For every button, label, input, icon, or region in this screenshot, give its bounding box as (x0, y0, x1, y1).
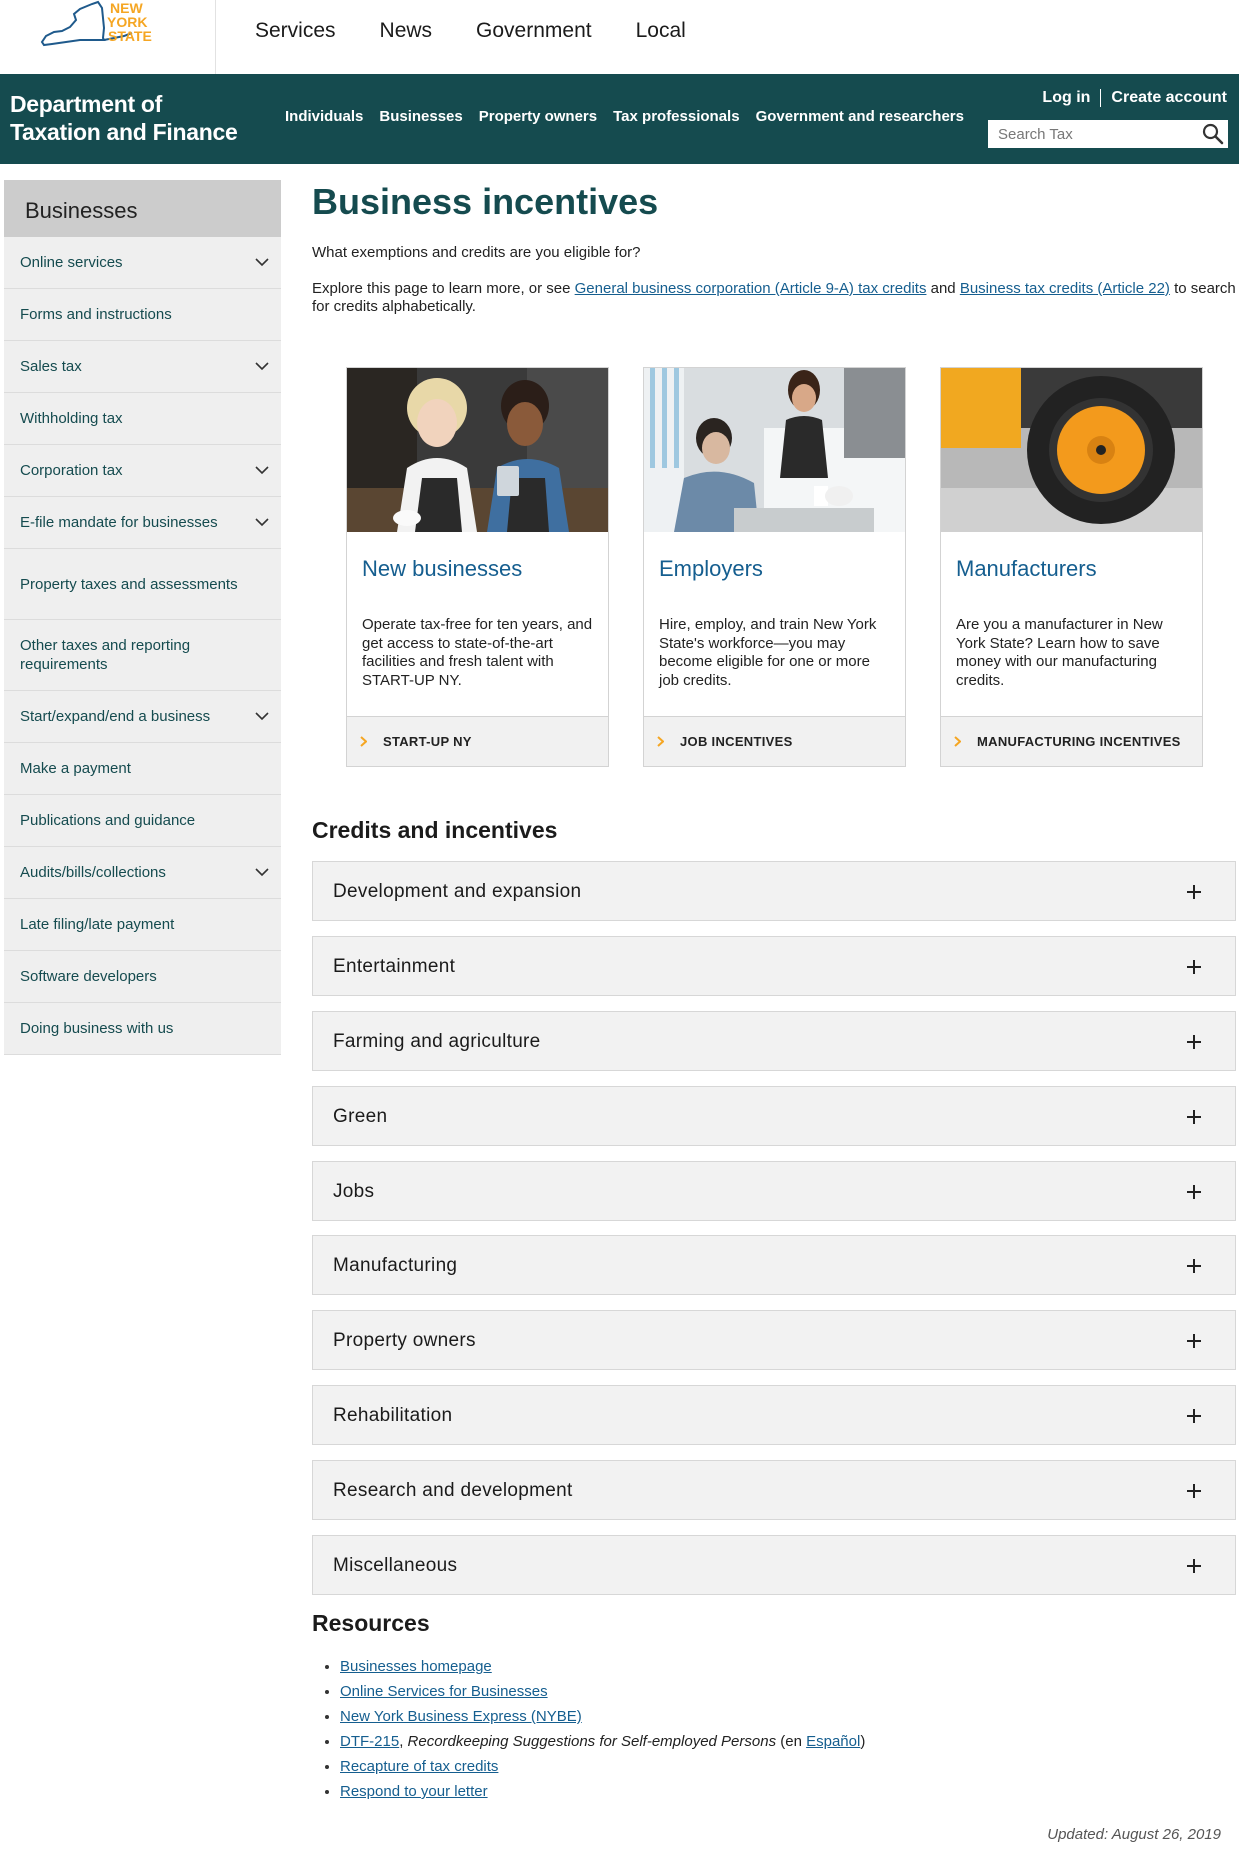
search-icon[interactable] (1202, 123, 1224, 145)
intro-explore (312, 280, 1237, 316)
sidebar-item-label: Sales tax (20, 358, 82, 375)
card-link-label: START-UP NY (383, 734, 472, 749)
nav-government-researchers[interactable]: Government and researchers (755, 108, 964, 125)
accordion-rehabilitation[interactable] (312, 1385, 1236, 1445)
create-account-link[interactable]: Create account (1111, 89, 1227, 106)
sidebar-item-audits[interactable] (4, 847, 281, 899)
logo-text-new: NEW (110, 0, 143, 16)
card-text: Operate tax-free for ten years, and get access to state-of-the-art facilities and fresh talent with START-UP NY. (362, 616, 593, 689)
nav-government[interactable]: Government (476, 19, 592, 42)
plus-icon[interactable] (1187, 885, 1201, 899)
manufacturing-incentives-link[interactable] (941, 716, 1202, 766)
page-title: Business incentives (312, 181, 659, 222)
chevron-down-icon[interactable] (255, 711, 269, 721)
list-item (340, 1679, 865, 1704)
sidebar-item-label: Make a payment (20, 760, 131, 777)
sidebar-item-property-taxes[interactable] (4, 549, 281, 620)
caret-right-icon (657, 736, 664, 747)
card-link-label: JOB INCENTIVES (680, 734, 793, 749)
accordion-jobs[interactable] (312, 1161, 1236, 1221)
sidebar-item-late-filing[interactable] (4, 899, 281, 951)
plus-icon[interactable] (1187, 1334, 1201, 1348)
sidebar-item-withholding-tax[interactable] (4, 393, 281, 445)
header-divider (215, 0, 216, 74)
sidebar-item-label: Corporation tax (20, 462, 123, 479)
accordion-label: Development and expansion (333, 881, 582, 902)
card-employers[interactable] (643, 367, 906, 767)
plus-icon[interactable] (1187, 1185, 1201, 1199)
article-22-link[interactable]: Business tax credits (Article 22) (959, 280, 1170, 297)
resource-text: ) (860, 1733, 866, 1750)
espanol-link[interactable]: Español (806, 1733, 861, 1750)
dept-title-line1: Department of (10, 91, 163, 117)
accordion-label: Research and development (333, 1480, 573, 1501)
nys-logo[interactable] (40, 0, 162, 52)
sidebar-item-label: Other taxes and reporting requirements (20, 637, 191, 673)
resource-text: (en (776, 1733, 807, 1750)
sidebar-item-label: Online services (20, 254, 123, 271)
logo-text-state: STATE (108, 28, 152, 44)
accordion-label: Jobs (333, 1181, 375, 1202)
account-links (1042, 89, 1227, 107)
list-item (340, 1654, 865, 1679)
account-separator (1100, 89, 1101, 107)
publication-title: Recordkeeping Suggestions for Self-employed Persons (407, 1733, 777, 1750)
nav-businesses[interactable]: Businesses (379, 108, 463, 125)
card-image-cafe-service (644, 368, 905, 532)
sidebar-item-label: Property taxes and assessments (20, 575, 238, 593)
resources-heading: Resources (312, 1610, 430, 1636)
explore-text: and (926, 280, 960, 297)
plus-icon[interactable] (1187, 960, 1201, 974)
accordion-label: Green (333, 1106, 388, 1127)
card-text: Hire, employ, and train New York State's workforce—you may become eligible for one or more job credits. (659, 616, 877, 689)
card-image-tractor-wheel (941, 368, 1202, 532)
card-manufacturers[interactable] (940, 367, 1203, 767)
recapture-link[interactable]: Recapture of tax credits (340, 1758, 499, 1775)
chevron-down-icon[interactable] (255, 465, 269, 475)
nys-global-header (0, 0, 1239, 74)
incentive-cards (346, 367, 1214, 767)
online-services-link[interactable]: Online Services for Businesses (340, 1683, 548, 1700)
nav-local[interactable]: Local (635, 19, 686, 42)
sidebar-item-online-services[interactable] (4, 237, 281, 289)
sidebar-item-start-business[interactable] (4, 691, 281, 743)
chevron-down-icon[interactable] (255, 867, 269, 877)
sidebar-item-label: Doing business with us (20, 1020, 174, 1037)
card-title[interactable]: New businesses (362, 556, 523, 581)
dept-audience-nav (285, 108, 964, 125)
bullet (325, 1765, 329, 1769)
dept-title[interactable] (10, 90, 237, 146)
plus-icon[interactable] (1187, 1559, 1201, 1573)
accordion-farming-agriculture[interactable] (312, 1011, 1236, 1071)
plus-icon[interactable] (1187, 1484, 1201, 1498)
sidebar-item-label: E-file mandate for businesses (20, 514, 218, 531)
sidebar-item-other-taxes[interactable] (4, 620, 281, 691)
respond-letter-link[interactable]: Respond to your letter (340, 1783, 488, 1800)
accordion-miscellaneous[interactable] (312, 1535, 1236, 1595)
sidebar-item-label: Publications and guidance (20, 812, 196, 829)
bullet (325, 1740, 329, 1744)
sidebar-item-label: Forms and instructions (20, 306, 172, 323)
login-link[interactable]: Log in (1042, 89, 1091, 106)
card-text: Are you a manufacturer in New York State? Learn how to save money with our manufacturing credits. (956, 616, 1163, 689)
resources-list (340, 1654, 865, 1804)
start-up-ny-link[interactable] (347, 716, 608, 766)
search-box (988, 120, 1228, 148)
sidebar-item-corporation-tax[interactable] (4, 445, 281, 497)
nys-main-nav (255, 19, 686, 43)
accordion-manufacturing[interactable] (312, 1235, 1236, 1295)
logo-text-york: YORK (107, 14, 148, 30)
accordion-development-expansion[interactable] (312, 861, 1236, 921)
job-incentives-link[interactable] (644, 716, 905, 766)
dtf-215-link[interactable]: DTF-215 (340, 1733, 400, 1750)
bullet (325, 1665, 329, 1669)
bullet (325, 1790, 329, 1794)
credits-heading: Credits and incentives (312, 817, 558, 843)
accordion-label: Rehabilitation (333, 1405, 453, 1426)
sidebar-item-software-developers[interactable] (4, 951, 281, 1003)
search-input[interactable] (988, 120, 1188, 148)
resource-text: , (399, 1733, 408, 1750)
plus-icon[interactable] (1187, 1110, 1201, 1124)
card-link-label: MANUFACTURING INCENTIVES (977, 734, 1181, 749)
list-item (340, 1704, 865, 1729)
sidebar-item-make-payment[interactable] (4, 743, 281, 795)
sidebar-heading[interactable]: Businesses (4, 180, 281, 237)
sidebar-item-label: Software developers (20, 968, 157, 985)
dept-title-line2: Taxation and Finance (10, 119, 238, 145)
sidebar-item-sales-tax[interactable] (4, 341, 281, 393)
explore-text: to search for credits alphabetically. (312, 280, 1236, 315)
accordion-label: Miscellaneous (333, 1555, 458, 1576)
caret-right-icon (954, 736, 961, 747)
nav-tax-professionals[interactable]: Tax professionals (613, 108, 740, 125)
plus-icon[interactable] (1187, 1035, 1201, 1049)
nav-news[interactable]: News (379, 19, 433, 42)
intro-question: What exemptions and credits are you eligible for? (312, 244, 641, 261)
card-title[interactable]: Manufacturers (956, 556, 1097, 581)
nav-services[interactable]: Services (255, 19, 336, 42)
sidebar-item-label: Late filing/late payment (20, 916, 175, 933)
accordion-property-owners[interactable] (312, 1310, 1236, 1370)
card-image-coffee-shop (347, 368, 608, 532)
sidebar-item-forms[interactable] (4, 289, 281, 341)
sidebar-item-doing-business[interactable] (4, 1003, 281, 1055)
sidebar (4, 180, 281, 1055)
sidebar-item-label: Start/expand/end a business (20, 708, 211, 725)
card-new-businesses[interactable] (346, 367, 609, 767)
chevron-down-icon[interactable] (255, 361, 269, 371)
businesses-homepage-link[interactable]: Businesses homepage (340, 1658, 492, 1675)
card-title[interactable]: Employers (659, 556, 763, 581)
accordion-label: Manufacturing (333, 1255, 458, 1276)
nav-property-owners[interactable]: Property owners (478, 108, 598, 125)
accordion-entertainment[interactable] (312, 936, 1236, 996)
sidebar-item-publications[interactable] (4, 795, 281, 847)
list-item (340, 1779, 865, 1804)
chevron-down-icon[interactable] (255, 257, 269, 267)
caret-right-icon (360, 736, 367, 747)
sidebar-item-label: Withholding tax (20, 410, 123, 427)
bullet (325, 1690, 329, 1694)
accordion-green[interactable] (312, 1086, 1236, 1146)
nybe-link[interactable]: New York Business Express (NYBE) (340, 1708, 582, 1725)
list-item (340, 1729, 865, 1754)
accordion-label: Property owners (333, 1330, 476, 1351)
main-content (312, 180, 1237, 1800)
bullet (325, 1715, 329, 1719)
accordion-label: Entertainment (333, 956, 456, 977)
explore-text: Explore this page to learn more, or see (312, 280, 575, 297)
sidebar-item-label: Audits/bills/collections (20, 864, 166, 881)
updated-date: Updated: August 26, 2019 (1047, 1826, 1221, 1843)
list-item (340, 1754, 865, 1779)
plus-icon[interactable] (1187, 1409, 1201, 1423)
chevron-down-icon[interactable] (255, 517, 269, 527)
accordion-research-development[interactable] (312, 1460, 1236, 1520)
dept-header (0, 74, 1239, 164)
article-9a-link[interactable]: General business corporation (Article 9-A) tax credits (574, 280, 927, 297)
accordion-label: Farming and agriculture (333, 1031, 541, 1052)
plus-icon[interactable] (1187, 1259, 1201, 1273)
sidebar-item-efile-mandate[interactable] (4, 497, 281, 549)
nav-individuals[interactable]: Individuals (285, 108, 364, 125)
